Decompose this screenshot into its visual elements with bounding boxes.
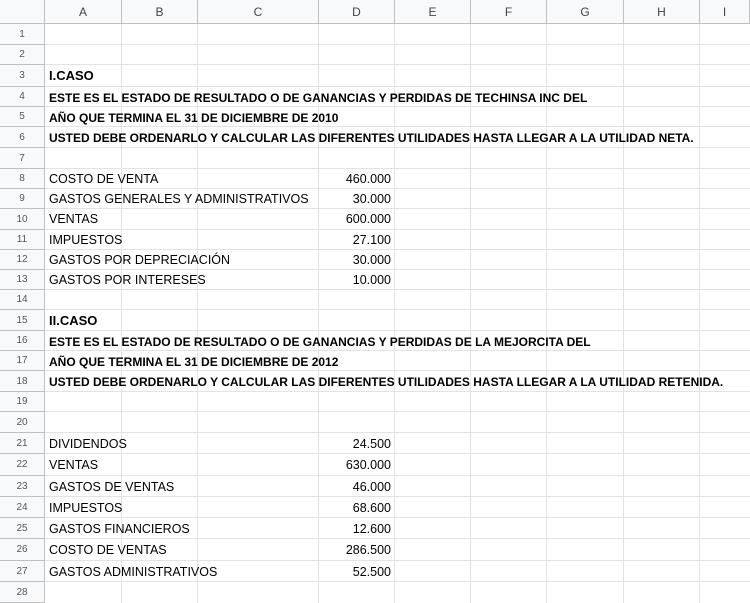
row-header[interactable]: 19 — [0, 392, 45, 412]
case2-item-label[interactable]: GASTOS FINANCIEROS — [49, 521, 190, 536]
row-header[interactable]: 3 — [0, 65, 45, 87]
case2-item-value[interactable]: 630.000 — [345, 457, 391, 472]
case2-item-label[interactable]: VENTAS — [49, 457, 99, 472]
case2-item-label[interactable]: COSTO DE VENTAS — [49, 542, 167, 557]
case1-item-label[interactable]: VENTAS — [49, 212, 99, 226]
row-header[interactable]: 20 — [0, 412, 45, 433]
row-header[interactable]: 4 — [0, 87, 45, 107]
case1-item-value[interactable]: 460.000 — [345, 172, 391, 186]
case1-item-label[interactable]: COSTO DE VENTA — [49, 172, 159, 186]
column-header-i[interactable]: I — [700, 0, 750, 24]
column-header-f[interactable]: F — [471, 0, 547, 24]
case1-item-label[interactable]: GASTOS GENERALES Y ADMINISTRATIVOS — [49, 192, 309, 206]
row-header[interactable]: 21 — [0, 433, 45, 454]
case1-title[interactable]: I.CASO — [49, 68, 94, 83]
row-header[interactable]: 24 — [0, 497, 45, 518]
column-header-e[interactable]: E — [395, 0, 471, 24]
row-header[interactable]: 18 — [0, 371, 45, 392]
row-header[interactable]: 27 — [0, 561, 45, 582]
case2-line3[interactable]: USTED DEBE ORDENARLO Y CALCULAR LAS DIFERENTES UTILIDADES HASTA LLEGAR A LA UTILIDAD RETENIDA. — [49, 374, 724, 389]
case2-item-value[interactable]: 286.500 — [345, 542, 391, 557]
row-header[interactable]: 9 — [0, 189, 45, 209]
row-header[interactable]: 25 — [0, 518, 45, 539]
case2-title[interactable]: II.CASO — [49, 313, 98, 328]
case2-item-label[interactable]: IMPUESTOS — [49, 500, 123, 515]
row-header[interactable]: 2 — [0, 45, 45, 65]
row-header[interactable]: 8 — [0, 169, 45, 189]
row-header[interactable]: 7 — [0, 148, 45, 169]
row-header[interactable]: 5 — [0, 107, 45, 127]
case2-item-value[interactable]: 12.600 — [352, 521, 391, 536]
case1-item-value[interactable]: 10.000 — [352, 273, 391, 287]
row-header[interactable]: 26 — [0, 539, 45, 561]
row-header[interactable]: 28 — [0, 582, 45, 603]
case2-item-value[interactable]: 24.500 — [352, 436, 391, 451]
case2-item-label[interactable]: GASTOS ADMINISTRATIVOS — [49, 564, 218, 579]
row-header[interactable]: 11 — [0, 230, 45, 250]
row-header[interactable]: 14 — [0, 290, 45, 310]
row-header[interactable]: 22 — [0, 454, 45, 476]
column-header-h[interactable]: H — [624, 0, 700, 24]
case1-item-label[interactable]: GASTOS POR DEPRECIACIÓN — [49, 253, 231, 267]
case2-line2[interactable]: AÑO QUE TERMINA EL 31 DE DICIEMBRE DE 2012 — [49, 354, 339, 369]
case2-item-label[interactable]: GASTOS DE VENTAS — [49, 479, 175, 494]
case1-line3[interactable]: USTED DEBE ORDENARLO Y CALCULAR LAS DIFERENTES UTILIDADES HASTA LLEGAR A LA UTILIDAD NETA. — [49, 130, 694, 145]
case1-item-value[interactable]: 600.000 — [345, 212, 391, 226]
row-header[interactable]: 23 — [0, 476, 45, 497]
row-header[interactable]: 13 — [0, 270, 45, 290]
case2-item-value[interactable]: 52.500 — [352, 564, 391, 579]
case1-item-label[interactable]: IMPUESTOS — [49, 233, 123, 247]
case1-item-value[interactable]: 30.000 — [352, 192, 391, 206]
column-header-g[interactable]: G — [547, 0, 624, 24]
row-header[interactable]: 12 — [0, 250, 45, 270]
row-header[interactable]: 10 — [0, 209, 45, 230]
case1-item-label[interactable]: GASTOS POR INTERESES — [49, 273, 206, 287]
case2-line1[interactable]: ESTE ES EL ESTADO DE RESULTADO O DE GANANCIAS Y PERDIDAS DE LA MEJORCITA DEL — [49, 334, 591, 349]
column-header-c[interactable]: C — [198, 0, 319, 24]
case2-item-value[interactable]: 46.000 — [352, 479, 391, 494]
select-all-corner[interactable] — [0, 0, 45, 24]
row-header[interactable]: 6 — [0, 127, 45, 148]
row-header[interactable]: 16 — [0, 331, 45, 351]
case2-item-label[interactable]: DIVIDENDOS — [49, 436, 127, 451]
column-header-a[interactable]: A — [45, 0, 122, 24]
row-header[interactable]: 15 — [0, 310, 45, 331]
case1-item-value[interactable]: 27.100 — [352, 233, 391, 247]
case1-item-value[interactable]: 30.000 — [352, 253, 391, 267]
case2-item-value[interactable]: 68.600 — [352, 500, 391, 515]
case1-line1[interactable]: ESTE ES EL ESTADO DE RESULTADO O DE GANANCIAS Y PERDIDAS DE TECHINSA INC DEL — [49, 90, 588, 105]
row-header[interactable]: 1 — [0, 24, 45, 45]
row-header[interactable]: 17 — [0, 351, 45, 371]
column-header-d[interactable]: D — [319, 0, 395, 24]
case1-line2[interactable]: AÑO QUE TERMINA EL 31 DE DICIEMBRE DE 2010 — [49, 110, 339, 125]
column-header-b[interactable]: B — [122, 0, 198, 24]
